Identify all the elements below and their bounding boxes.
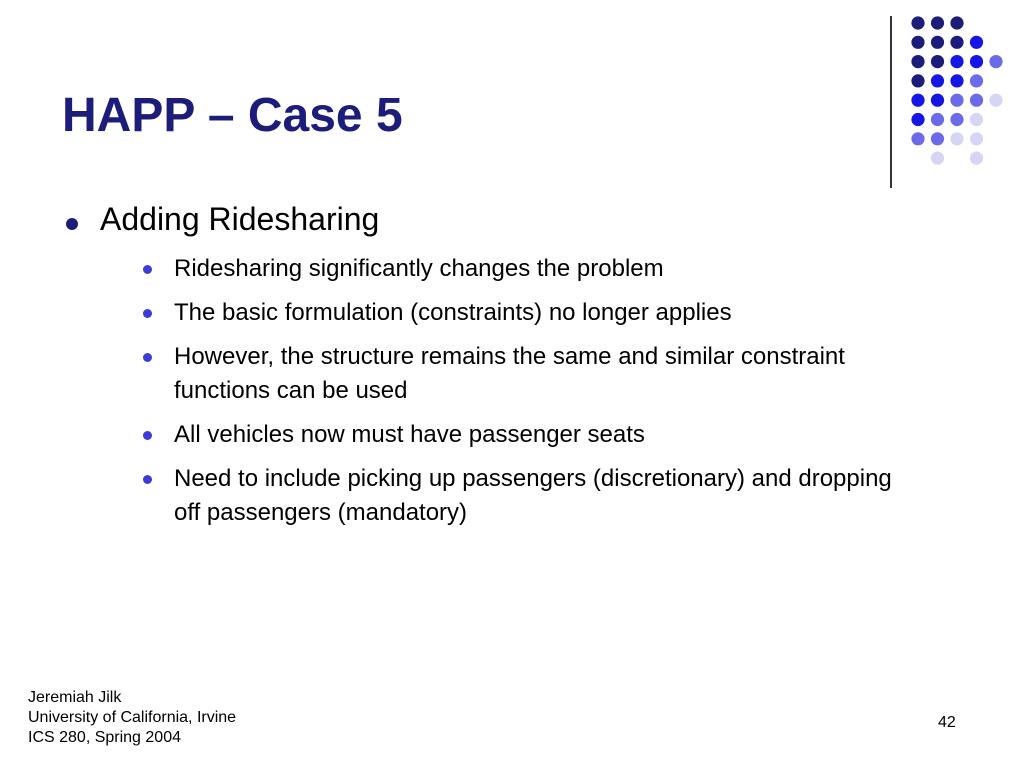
bullet-dot-icon [143, 265, 152, 274]
slide-title: HAPP – Case 5 [62, 89, 403, 142]
bullet-dot-icon [143, 475, 152, 484]
decorative-dot [950, 36, 963, 49]
footer-course: ICS 280, Spring 2004 [28, 729, 181, 746]
decorative-dot [911, 132, 924, 145]
decorative-dot [931, 94, 944, 107]
decorative-dot [911, 74, 924, 87]
subbullet-item [134, 296, 894, 330]
bullet-dot-icon [143, 353, 152, 362]
decorative-dot [950, 132, 963, 145]
decorative-dot [970, 132, 983, 145]
decorative-dot [931, 74, 944, 87]
bullet-dot-icon [143, 431, 152, 440]
decorative-dot [911, 94, 924, 107]
decorative-dot [950, 16, 963, 29]
decorative-dot [970, 36, 983, 49]
decorative-dot [970, 94, 983, 107]
decorative-dot [970, 55, 983, 68]
bullet-dot-icon [143, 309, 152, 318]
decorative-dot [911, 36, 924, 49]
decorative-dot [911, 55, 924, 68]
slide-content [62, 200, 922, 540]
subbullet-item [134, 340, 894, 408]
title-divider-line [890, 16, 892, 188]
subbullet-item [134, 418, 894, 452]
subbullet-text: Ridesharing significantly changes the problem [174, 255, 664, 283]
bullet-text: Adding Ridesharing [100, 201, 380, 237]
decorative-dot [931, 55, 944, 68]
subbullet-text: All vehicles now must have passenger seats [174, 421, 645, 449]
decorative-dot [931, 113, 944, 126]
decorative-dot [950, 94, 963, 107]
subbullet-container [62, 252, 922, 530]
subbullet-item [134, 252, 894, 286]
decorative-dot [970, 152, 983, 165]
footer-institution: University of California, Irvine [28, 709, 237, 726]
decorative-dot [931, 36, 944, 49]
subbullet-text: The basic formulation (constraints) no longer applies [174, 299, 732, 327]
decorative-dot [970, 74, 983, 87]
bullet-dot-icon [66, 218, 78, 230]
subbullet-item [134, 462, 894, 530]
decorative-dot [931, 152, 944, 165]
decorative-dot [970, 113, 983, 126]
decorative-dot [950, 55, 963, 68]
footer [28, 688, 236, 748]
decorative-dot [931, 16, 944, 29]
subbullet-text: Need to include picking up passengers (discretionary) and dropping off passengers (mandatory) [174, 465, 892, 527]
decorative-dot [911, 16, 924, 29]
bullet-level1 [62, 200, 922, 238]
subbullet-text: However, the structure remains the same and similar constraint functions can be used [174, 343, 845, 405]
decorative-dot [931, 132, 944, 145]
subbullet-list [134, 252, 994, 530]
decorative-dot [989, 94, 1002, 107]
decorative-dot [989, 55, 1002, 68]
footer-author: Jeremiah Jilk [28, 689, 122, 706]
decorative-dot [911, 113, 924, 126]
decorative-dot [950, 74, 963, 87]
decorative-dot [950, 113, 963, 126]
page-number: 42 [938, 714, 956, 731]
